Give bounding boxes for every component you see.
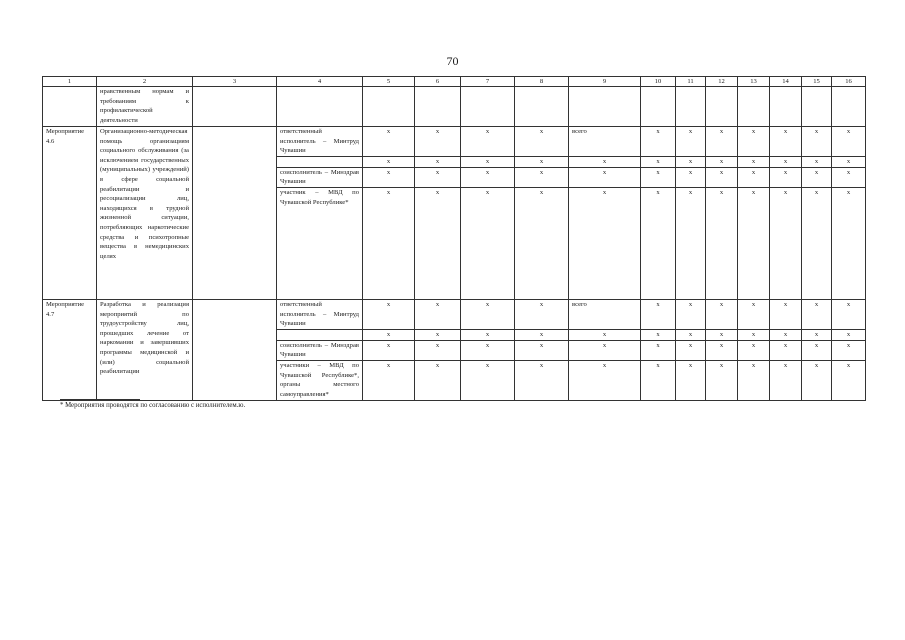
- value-cell: x: [641, 127, 676, 157]
- value-cell: x: [738, 340, 770, 360]
- footnote: * Мероприятия проводятся по согласованию с исполнителем.ю.: [60, 402, 246, 409]
- value-cell: x: [641, 360, 676, 400]
- header-cell: 13: [738, 77, 770, 87]
- value-cell: x: [363, 127, 415, 157]
- value-cell: всего: [569, 127, 641, 157]
- header-cell: 9: [569, 77, 641, 87]
- value-cell: x: [461, 187, 515, 299]
- value-cell: x: [569, 187, 641, 299]
- value-cell: x: [706, 156, 738, 167]
- value-cell: x: [363, 187, 415, 299]
- value-cell: x: [641, 340, 676, 360]
- value-cell: x: [802, 127, 832, 157]
- value-cell: x: [641, 187, 676, 299]
- value-cell: x: [802, 167, 832, 187]
- header-cell: 3: [193, 77, 277, 87]
- table-row: [43, 299, 866, 329]
- value-cell: x: [515, 360, 569, 400]
- value-cell: x: [676, 187, 706, 299]
- value-cell: x: [706, 360, 738, 400]
- value-cell: x: [515, 340, 569, 360]
- value-cell: x: [415, 299, 461, 329]
- value-cell: x: [515, 156, 569, 167]
- value-cell: x: [363, 167, 415, 187]
- measure-id: Мероприятие 4.7: [43, 299, 97, 400]
- value-cell: x: [641, 329, 676, 340]
- value-cell: x: [832, 187, 866, 299]
- value-cell: x: [770, 127, 802, 157]
- header-cell: 15: [802, 77, 832, 87]
- measure-id: Мероприятие 4.6: [43, 127, 97, 300]
- table-row: [43, 127, 866, 157]
- header-cell: 10: [641, 77, 676, 87]
- value-cell: x: [569, 329, 641, 340]
- executor-cell: участник – МВД по Чувашской Республике*: [277, 187, 363, 299]
- value-cell: x: [802, 329, 832, 340]
- header-cell: 1: [43, 77, 97, 87]
- measure-description: Разработка и реализация мероприятий по трудоустройству лиц, прошедших лечение от наркомании и завершивших программы медицинской и (или) социальной реабилитации: [97, 299, 193, 400]
- executor-cell: ответственный исполнитель – Минтруд Чувашии: [277, 299, 363, 329]
- value-cell: x: [363, 340, 415, 360]
- value-cell: x: [770, 360, 802, 400]
- value-cell: x: [802, 299, 832, 329]
- value-cell: x: [415, 329, 461, 340]
- value-cell: x: [515, 167, 569, 187]
- value-cell: x: [770, 167, 802, 187]
- value-cell: x: [569, 167, 641, 187]
- value-cell: x: [641, 156, 676, 167]
- value-cell: x: [676, 340, 706, 360]
- header-cell: 6: [415, 77, 461, 87]
- value-cell: x: [461, 360, 515, 400]
- value-cell: x: [515, 329, 569, 340]
- value-cell: x: [770, 156, 802, 167]
- value-cell: x: [363, 299, 415, 329]
- continuation-text: нравственным нормам и требованиям к профилактической деятельности: [97, 87, 193, 127]
- header-cell: 8: [515, 77, 569, 87]
- value-cell: x: [832, 299, 866, 329]
- value-cell: x: [832, 167, 866, 187]
- value-cell: x: [363, 156, 415, 167]
- value-cell: x: [415, 127, 461, 157]
- value-cell: x: [832, 340, 866, 360]
- value-cell: x: [515, 299, 569, 329]
- value-cell: x: [676, 299, 706, 329]
- value-cell: x: [738, 127, 770, 157]
- executor-cell: [277, 329, 363, 340]
- continuation-row: [43, 87, 866, 127]
- page-number: 70: [446, 54, 459, 68]
- footnote-divider: [60, 399, 140, 400]
- value-cell: x: [461, 167, 515, 187]
- value-cell: x: [641, 167, 676, 187]
- value-cell: x: [802, 360, 832, 400]
- header-cell: 14: [770, 77, 802, 87]
- value-cell: x: [770, 187, 802, 299]
- value-cell: x: [706, 299, 738, 329]
- value-cell: x: [363, 360, 415, 400]
- value-cell: всего: [569, 299, 641, 329]
- value-cell: x: [738, 360, 770, 400]
- header-cell: 4: [277, 77, 363, 87]
- program-table: [42, 76, 866, 401]
- value-cell: x: [802, 187, 832, 299]
- value-cell: x: [515, 127, 569, 157]
- header-cell: 16: [832, 77, 866, 87]
- value-cell: x: [770, 299, 802, 329]
- value-cell: x: [706, 340, 738, 360]
- header-cell: 12: [706, 77, 738, 87]
- empty-cell: [193, 127, 277, 300]
- header-cell: 2: [97, 77, 193, 87]
- value-cell: x: [363, 329, 415, 340]
- value-cell: x: [676, 329, 706, 340]
- value-cell: x: [832, 329, 866, 340]
- value-cell: x: [770, 340, 802, 360]
- value-cell: x: [706, 167, 738, 187]
- value-cell: x: [569, 360, 641, 400]
- header-cell: 7: [461, 77, 515, 87]
- value-cell: x: [415, 360, 461, 400]
- value-cell: x: [802, 340, 832, 360]
- value-cell: x: [676, 127, 706, 157]
- value-cell: x: [676, 360, 706, 400]
- value-cell: x: [415, 156, 461, 167]
- value-cell: x: [415, 340, 461, 360]
- value-cell: x: [676, 167, 706, 187]
- executor-cell: ответственный исполнитель – Минтруд Чувашии: [277, 127, 363, 157]
- header-cell: 11: [676, 77, 706, 87]
- value-cell: x: [738, 156, 770, 167]
- header-cell: 5: [363, 77, 415, 87]
- executor-cell: [277, 156, 363, 167]
- value-cell: x: [738, 187, 770, 299]
- value-cell: x: [461, 329, 515, 340]
- executor-cell: соисполнитель – Минздрав Чувашии: [277, 167, 363, 187]
- value-cell: x: [706, 187, 738, 299]
- value-cell: x: [832, 360, 866, 400]
- value-cell: x: [738, 329, 770, 340]
- value-cell: x: [415, 187, 461, 299]
- value-cell: x: [415, 167, 461, 187]
- header-row: [43, 77, 866, 87]
- value-cell: x: [832, 127, 866, 157]
- value-cell: x: [706, 127, 738, 157]
- value-cell: x: [706, 329, 738, 340]
- measure-description: Организационно-методическая помощь организациям социального обслуживания (за исключением государственных (муниципальных) учреждений) в сфере социальной реабилитации и ресоциализации лиц, находящихся в трудной жизненной ситуации, потребляющих наркотические средства и психотропные вещества в немедицинских целях: [97, 127, 193, 300]
- value-cell: x: [802, 156, 832, 167]
- value-cell: x: [461, 156, 515, 167]
- value-cell: x: [461, 127, 515, 157]
- value-cell: x: [770, 329, 802, 340]
- value-cell: x: [738, 299, 770, 329]
- executor-cell: соисполнитель – Минздрав Чувашии: [277, 340, 363, 360]
- value-cell: x: [738, 167, 770, 187]
- empty-cell: [193, 299, 277, 400]
- value-cell: x: [461, 340, 515, 360]
- value-cell: x: [569, 156, 641, 167]
- value-cell: x: [676, 156, 706, 167]
- executor-cell: участники – МВД по Чувашской Республике*, органы местного самоуправления*: [277, 360, 363, 400]
- value-cell: x: [641, 299, 676, 329]
- value-cell: x: [461, 299, 515, 329]
- value-cell: x: [515, 187, 569, 299]
- value-cell: x: [832, 156, 866, 167]
- value-cell: x: [569, 340, 641, 360]
